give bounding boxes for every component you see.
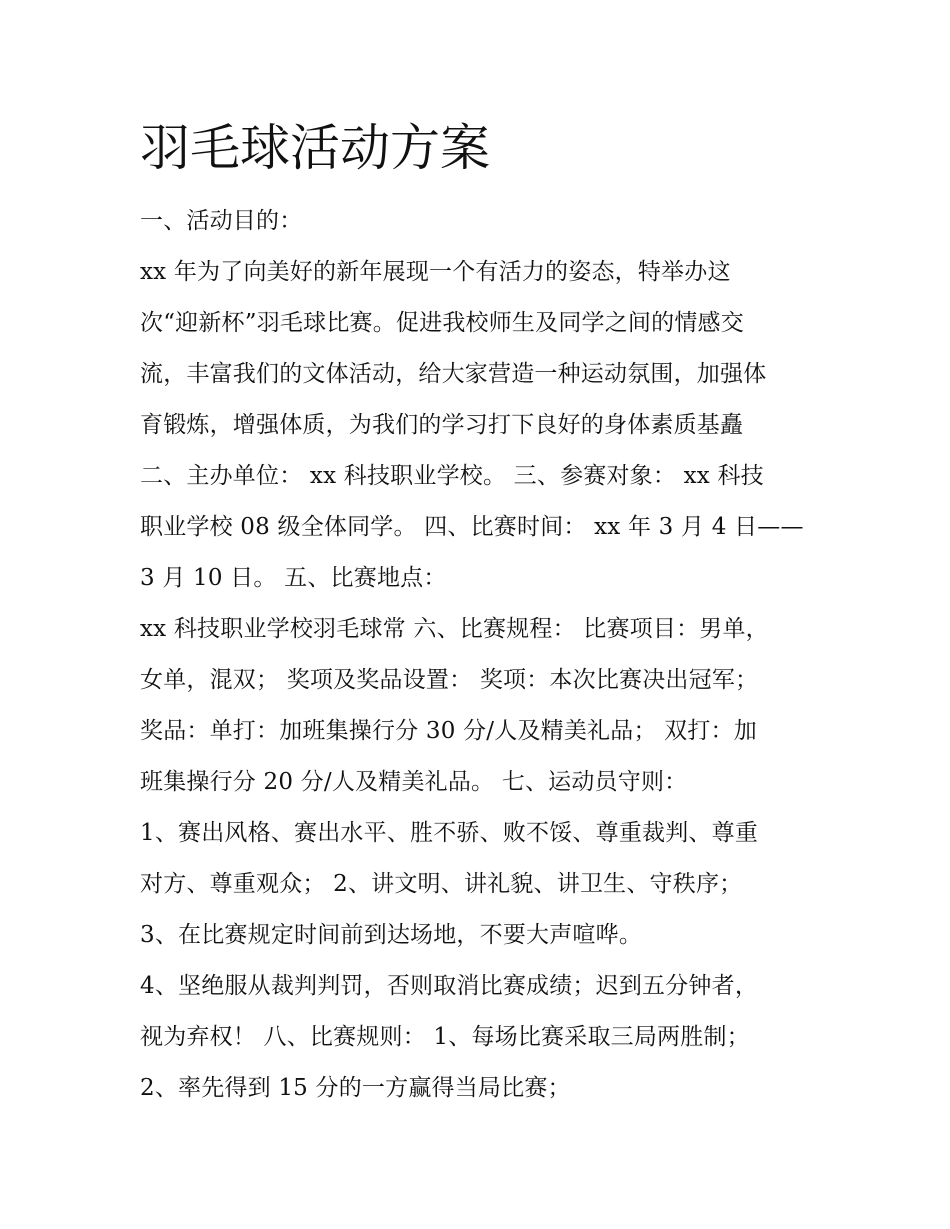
body-line: 流，丰富我们的文体活动，给大家营造一种运动氛围，加强体 (140, 361, 767, 387)
body-line: 视为弃权！ 八、比赛规则： 1、每场比赛采取三局两胜制； (140, 1024, 750, 1050)
body-line: 职业学校 08 级全体同学。 四、比赛时间： xx 年 3 月 4 日—— (140, 514, 804, 540)
body-line: 对方、尊重观众； 2、讲文明、讲礼貌、讲卫生、守秩序； (140, 871, 743, 897)
body-line: 二、主办单位： xx 科技职业学校。 三、参赛对象： xx 科技 (140, 463, 764, 489)
document-body (140, 196, 830, 1114)
body-line: 次“迎新杯”羽毛球比赛。促进我校师生及同学之间的情感交 (140, 310, 744, 336)
body-line: 一、活动目的： (140, 208, 303, 234)
document-title: 羽毛球活动方案 (140, 119, 490, 177)
body-line: 班集操行分 20 分/人及精美礼品。 七、运动员守则： (140, 769, 688, 795)
body-line: 3、在比赛规定时间前到达场地，不要大声喧哗。 (140, 922, 643, 948)
body-line: xx 科技职业学校羽毛球常 六、比赛规程： 比赛项目：男单， (140, 616, 769, 642)
body-line: 1、赛出风格、赛出水平、胜不骄、败不馁、尊重裁判、尊重 (140, 820, 759, 846)
body-line: 2、率先得到 15 分的一方赢得当局比赛； (140, 1075, 571, 1101)
body-line: 奖品：单打：加班集操行分 30 分/人及精美礼品； 双打：加 (140, 718, 757, 744)
body-line: 女单，混双； 奖项及奖品设置： 奖项：本次比赛决出冠军； (140, 667, 759, 693)
body-line: 3 月 10 日。 五、比赛地点： (140, 565, 447, 591)
body-line: 育锻炼，增强体质，为我们的学习打下良好的身体素质基矗 (140, 412, 744, 438)
body-line: 4、坚绝服从裁判判罚，否则取消比赛成绩；迟到五分钟者， (140, 973, 759, 999)
body-line: xx 年为了向美好的新年展现一个有活力的姿态，特举办这 (140, 259, 731, 285)
